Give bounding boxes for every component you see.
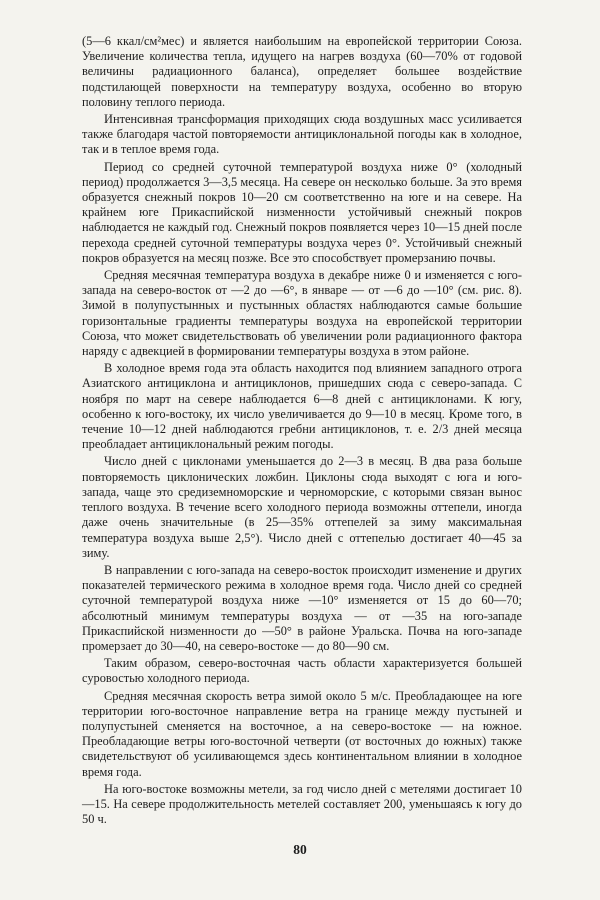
paragraph-thermal-regime: В направлении с юго-запада на северо-восток происходит изменение и других показателей термического режима в холодное время года. Число дней со средней суточной температурой воздуха ниже —10° изменяется от 15 до 60—70; абсолютный минимум температуры воздуха — от —35 на юго-западе Прикаспийской низменности до —50° в районе Уральска. Почва на юго-западе промерзает до 30—40, на северо-востоке — до 80—90 см. xyxy=(82,562,522,653)
paragraph-cyclones: Число дней с циклонами уменьшается до 2—3 в месяц. В два раза больше повторяемость циклонических ложбин. Циклоны сюда выходят с юга и юго-запада, чаще это средиземноморские и черноморские, с которыми связан вынос теплого воздуха. В течение всего холодного периода возможны оттепели, иногда даже очень значительные (в 25—35% оттепелей за зиму максимальная температура воздуха выше 2,5°). Число дней с оттепелью достигает 40—45 за зиму. xyxy=(82,454,522,560)
paragraph-blizzards: На юго-востоке возможны метели, за год число дней с метелями достигает 10—15. На севере продолжительность метелей составляет 200, уменьшаясь к югу до 50 ч. xyxy=(82,781,522,827)
paragraph-summary: Таким образом, северо-восточная часть области характеризуется большей суровостью холодного периода. xyxy=(82,656,522,686)
paragraph-air-mass-transformation: Интенсивная трансформация приходящих сюда воздушных масс усиливается также благодаря частой повторяемости антициклональной погоды как в холодное, так и в теплое время года. xyxy=(82,112,522,157)
page-number: 80 xyxy=(293,842,307,857)
paragraph-cold-period: Период со средней суточной температурой воздуха ниже 0° (холодный период) продолжается 3—3,5 месяца. На севере он несколько больше. За это время образуется снежный покров 10—20 см соответственно на юге и на севере. На крайнем юге Прикаспийской низменности устойчивый снежный покров наблюдается не каждый год. Снежный покров появляется через 10—15 дней после перехода средней суточной температуры воздуха через 0°. Устойчивый снежный покров образуется на месяц позже. Все это способствует промерзанию почвы. xyxy=(82,159,522,265)
paragraph-anticyclones: В холодное время года эта область находится под влиянием западного отрога Азиатского антициклона и антициклонов, пришедших сюда с северо-запада. С ноября по март на севере наблюдается 6—8 дней с антициклонами. К югу, особенно к юго-востоку, их число увеличивается до 9—10 в месяц. Кроме того, в течение 10—12 дней наблюдаются гребни антициклонов, т. е. 2/3 дней месяца преобладает антициклональный режим погоды. xyxy=(82,361,522,452)
paragraph-wind: Средняя месячная скорость ветра зимой около 5 м/с. Преобладающее на юге территории юго-восточное направление ветра на границе между пустыней и полупустыней сменяется на восточное, а на северо-востоке — на южное. Преобладающие ветры юго-восточной четверти (от восточных до южных) также свидетельствуют об усиливающемся здесь континентальном влиянии в холодное время года. xyxy=(82,688,522,779)
paragraph-monthly-temperature: Средняя месячная температура воздуха в декабре ниже 0 и изменяется с юго-запада на северо-восток от —2 до —6°, в январе — от —6 до —10° (см. рис. 8). Зимой в полупустынных и пустынных областях наблюдаются самые большие горизонтальные градиенты температуры воздуха на европейской территории Союза, что может свидетельствовать об увеличении роли радиационного фактора наряду с адвекцией в формировании температуры воздуха в этом районе. xyxy=(82,268,522,359)
paragraph-continuation: (5—6 ккал/см²мес) и является наибольшим на европейской территории Союза. Увеличение количества тепла, идущего на нагрев воздуха (60—70% от годовой величины радиационного баланса), определяет большее воздействие подстилающей поверхности на температуру воздуха, особенно во вторую половину теплого периода. xyxy=(82,34,522,109)
